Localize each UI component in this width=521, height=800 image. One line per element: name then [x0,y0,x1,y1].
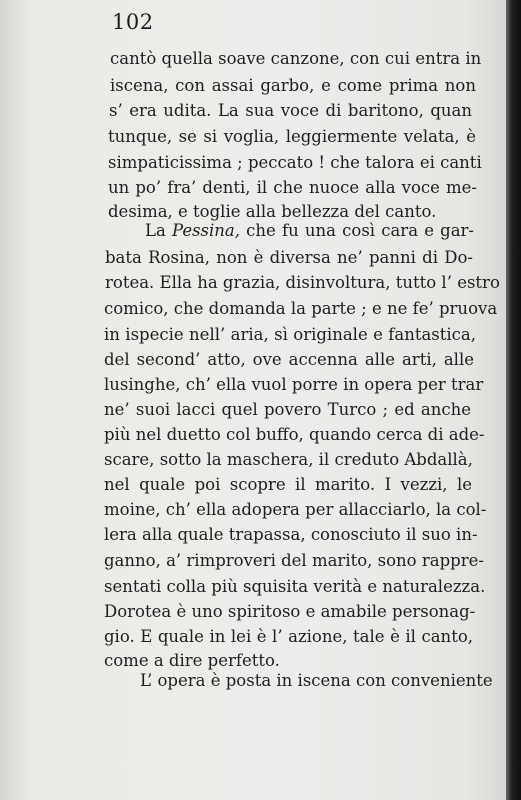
text-line: iscena, con assai garbo, e come prima non [110,76,476,95]
page-number: 102 [112,10,154,34]
text-line: come a dire perfetto. [104,651,280,670]
text-line: comico, che domanda la parte ; e ne fe’ pruova [104,299,498,318]
text-line: gio. E quale in lei è l’ azione, tale è il canto, [104,627,473,646]
text-line: scare, sotto la maschera, il creduto Abdallà, [104,450,473,469]
text-line: del second’ atto, ove accenna alle arti, alle [104,350,474,369]
text-line: desima, e toglie alla bellezza del canto. [108,202,437,221]
text-line [145,223,474,240]
text-line: moine, ch’ ella adopera per allacciarlo, la col- [104,500,487,519]
text-line: tunque, se si voglia, leggiermente velata, è [108,127,476,146]
text-line: lera alla quale trapassa, conosciuto il suo in- [104,525,478,544]
text-line: un po’ fra’ denti, il che nuoce alla voce me- [108,178,477,197]
emphasis-name: Pessina, [171,221,241,240]
book-spine [506,0,521,800]
text-line: lusinghe, ch’ ella vuol porre in opera per trar [104,375,484,394]
text-line: simpaticissima ; peccato ! che talora ei canti [108,153,482,172]
text-line: cantò quella soave canzone, con cui entra in [110,49,482,68]
text-line: ne’ suoi lacci quel povero Turco ; ed anche [104,400,471,419]
text-line: Dorotea è uno spiritoso e amabile personag- [104,602,476,621]
text-line: in ispecie nell’ aria, sì originale e fantastica, [104,325,476,344]
text-line: sentati colla più squisita verità e naturalezza. [104,577,486,596]
text-line: L’ opera è posta in iscena con conveniente [140,671,493,690]
text-run: La [145,221,172,240]
text-run: che fu una così cara e gar- [240,221,474,240]
text-line: nel quale poi scopre il marito. I vezzi, le [104,475,472,494]
text-line: più nel duetto col buffo, quando cerca di ade- [104,425,485,444]
text-line: s’ era udita. La sua voce di baritono, quan [109,101,472,120]
text-line: bata Rosina, non è diversa ne’ panni di Do- [105,248,473,267]
text-line: ganno, a’ rimproveri del marito, sono rappre- [104,551,484,570]
page-shadow [0,0,30,800]
text-line: rotea. Ella ha grazia, disinvoltura, tutto l’ estro [105,273,500,292]
